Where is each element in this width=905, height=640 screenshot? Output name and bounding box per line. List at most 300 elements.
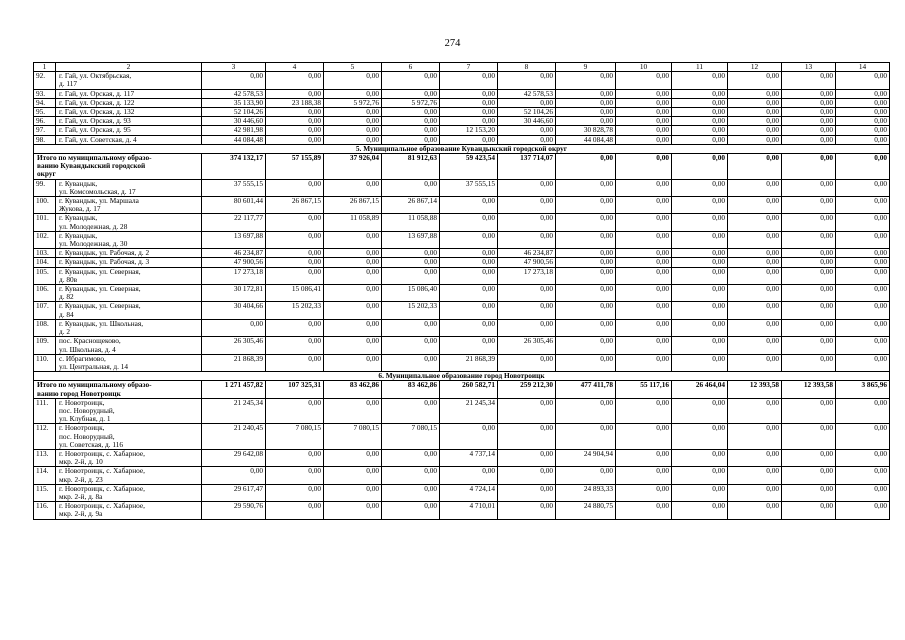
amount-cell: 80 601,44 — [202, 197, 266, 214]
column-header: 5 — [324, 63, 382, 72]
amount-cell: 0,00 — [266, 319, 324, 336]
amount-cell: 0,00 — [836, 72, 890, 89]
amount-cell: 0,00 — [836, 89, 890, 98]
amount-cell: 0,00 — [498, 467, 556, 484]
table-row — [34, 449, 890, 466]
amount-cell: 0,00 — [728, 197, 782, 214]
amount-cell: 0,00 — [782, 267, 836, 284]
amount-cell: 0,00 — [382, 354, 440, 371]
address-cell: г. Новотроицк, с. Хабарное, мкр. 2-й, д. 8а — [56, 484, 202, 501]
table-row — [34, 424, 890, 450]
row-number: 108. — [34, 319, 56, 336]
amount-cell: 12 393,58 — [782, 381, 836, 398]
address-cell: г. Кувандык, ул. Рабочая, д. 3 — [56, 258, 202, 267]
table-row — [34, 337, 890, 354]
amount-cell: 0,00 — [616, 89, 672, 98]
address-cell: г. Кувандык, ул. Рабочая, д. 2 — [56, 249, 202, 258]
amount-cell: 0,00 — [324, 126, 382, 135]
row-number: 99. — [34, 179, 56, 196]
amount-cell: 0,00 — [728, 214, 782, 231]
amount-cell: 0,00 — [616, 179, 672, 196]
amount-cell: 0,00 — [836, 98, 890, 107]
amount-cell: 0,00 — [782, 154, 836, 180]
table-row — [34, 484, 890, 501]
table-row — [34, 285, 890, 302]
amount-cell: 0,00 — [616, 108, 672, 117]
amount-cell: 0,00 — [324, 484, 382, 501]
amount-cell: 0,00 — [782, 424, 836, 450]
address-cell: с. Ибрагимово, ул. Центральная, д. 14 — [56, 354, 202, 371]
amount-cell: 0,00 — [556, 108, 616, 117]
amount-cell: 3 865,96 — [836, 381, 890, 398]
amount-cell: 42 981,98 — [202, 126, 266, 135]
amount-cell: 0,00 — [382, 117, 440, 126]
amount-cell: 0,00 — [782, 214, 836, 231]
amount-cell: 0,00 — [672, 126, 728, 135]
amount-cell: 52 104,26 — [498, 108, 556, 117]
amount-cell: 0,00 — [440, 197, 498, 214]
table-row — [34, 179, 890, 196]
amount-cell: 0,00 — [266, 502, 324, 519]
amount-cell: 29 590,76 — [202, 502, 266, 519]
amount-cell: 0,00 — [266, 258, 324, 267]
amount-cell: 0,00 — [616, 72, 672, 89]
amount-cell: 0,00 — [324, 258, 382, 267]
amount-cell: 0,00 — [266, 126, 324, 135]
amount-cell: 21 245,34 — [440, 398, 498, 424]
amount-cell: 0,00 — [440, 424, 498, 450]
amount-cell: 0,00 — [782, 258, 836, 267]
amount-cell: 0,00 — [556, 154, 616, 180]
amount-cell: 57 155,89 — [266, 154, 324, 180]
amount-cell: 0,00 — [836, 319, 890, 336]
amount-cell: 5 972,76 — [382, 98, 440, 107]
table-row — [34, 214, 890, 231]
row-number: 109. — [34, 337, 56, 354]
amount-cell: 477 411,78 — [556, 381, 616, 398]
amount-cell: 0,00 — [672, 197, 728, 214]
table-row — [34, 98, 890, 107]
amount-cell: 0,00 — [782, 126, 836, 135]
amount-cell: 26 305,46 — [498, 337, 556, 354]
amount-cell: 0,00 — [382, 484, 440, 501]
amount-cell: 0,00 — [556, 398, 616, 424]
address-cell: г. Кувандык, ул. Комсомольская, д. 17 — [56, 179, 202, 196]
amount-cell: 0,00 — [382, 72, 440, 89]
amount-cell: 0,00 — [728, 398, 782, 424]
amount-cell: 0,00 — [616, 214, 672, 231]
amount-cell: 0,00 — [616, 249, 672, 258]
amount-cell: 55 117,16 — [616, 381, 672, 398]
amount-cell: 0,00 — [266, 179, 324, 196]
amount-cell: 0,00 — [728, 231, 782, 248]
row-number: 115. — [34, 484, 56, 501]
amount-cell: 0,00 — [836, 179, 890, 196]
column-header: 2 — [56, 63, 202, 72]
amount-cell: 0,00 — [728, 285, 782, 302]
amount-cell: 0,00 — [836, 231, 890, 248]
amount-cell: 0,00 — [616, 319, 672, 336]
table-row — [34, 89, 890, 98]
amount-cell: 0,00 — [202, 467, 266, 484]
amount-cell: 0,00 — [728, 108, 782, 117]
amount-cell: 17 273,18 — [202, 267, 266, 284]
amount-cell: 24 904,94 — [556, 449, 616, 466]
amount-cell: 0,00 — [672, 231, 728, 248]
column-header: 3 — [202, 63, 266, 72]
address-cell: г. Кувандык, ул. Молодежная, д. 30 — [56, 231, 202, 248]
section-heading-row — [34, 144, 890, 153]
amount-cell: 12 153,20 — [440, 126, 498, 135]
amount-cell: 0,00 — [498, 398, 556, 424]
row-number: 103. — [34, 249, 56, 258]
amount-cell: 0,00 — [382, 449, 440, 466]
table-row — [34, 502, 890, 519]
amount-cell: 42 578,53 — [498, 89, 556, 98]
amount-cell: 0,00 — [728, 502, 782, 519]
total-label: Итого по муниципальному образо- ванию Кувандыкский городской округ — [34, 154, 202, 180]
address-cell: г. Кувандык, ул. Молодежная, д. 28 — [56, 214, 202, 231]
amount-cell: 0,00 — [836, 117, 890, 126]
amount-cell: 0,00 — [836, 249, 890, 258]
row-number: 102. — [34, 231, 56, 248]
amount-cell: 0,00 — [556, 197, 616, 214]
column-header: 12 — [728, 63, 782, 72]
amount-cell: 0,00 — [440, 337, 498, 354]
amount-cell: 0,00 — [782, 285, 836, 302]
amount-cell: 4 710,01 — [440, 502, 498, 519]
amount-cell: 0,00 — [498, 319, 556, 336]
amount-cell: 0,00 — [498, 424, 556, 450]
row-number: 113. — [34, 449, 56, 466]
address-cell: г. Гай, ул. Октябрьская, д. 117 — [56, 72, 202, 89]
amount-cell: 0,00 — [382, 135, 440, 144]
header-row — [34, 63, 890, 72]
address-cell: г. Гай, ул. Советская, д. 4 — [56, 135, 202, 144]
amount-cell: 0,00 — [728, 154, 782, 180]
amount-cell: 7 080,15 — [324, 424, 382, 450]
row-number: 105. — [34, 267, 56, 284]
amount-cell: 0,00 — [556, 302, 616, 319]
amount-cell: 0,00 — [266, 267, 324, 284]
amount-cell: 0,00 — [836, 197, 890, 214]
amount-cell: 0,00 — [782, 467, 836, 484]
amount-cell: 0,00 — [266, 89, 324, 98]
amount-cell: 0,00 — [440, 258, 498, 267]
amount-cell: 0,00 — [672, 249, 728, 258]
table-row — [34, 267, 890, 284]
amount-cell: 0,00 — [672, 98, 728, 107]
amount-cell: 0,00 — [266, 231, 324, 248]
amount-cell: 0,00 — [498, 214, 556, 231]
amount-cell: 37 555,15 — [440, 179, 498, 196]
amount-cell: 0,00 — [836, 154, 890, 180]
address-cell: г. Новотроицк, с. Хабарное, мкр. 2-й, д. 9а — [56, 502, 202, 519]
amount-cell: 59 423,54 — [440, 154, 498, 180]
amount-cell: 0,00 — [836, 398, 890, 424]
amount-cell: 0,00 — [836, 424, 890, 450]
column-header: 11 — [672, 63, 728, 72]
amount-cell: 0,00 — [324, 354, 382, 371]
row-number: 100. — [34, 197, 56, 214]
amount-cell: 0,00 — [672, 179, 728, 196]
total-row — [34, 154, 890, 180]
amount-cell: 0,00 — [382, 126, 440, 135]
amount-cell: 13 697,88 — [202, 231, 266, 248]
amount-cell: 81 912,63 — [382, 154, 440, 180]
amount-cell: 0,00 — [616, 398, 672, 424]
amount-cell: 0,00 — [616, 302, 672, 319]
amount-cell: 0,00 — [836, 302, 890, 319]
amount-cell: 30 172,81 — [202, 285, 266, 302]
amount-cell: 0,00 — [672, 424, 728, 450]
row-number: 116. — [34, 502, 56, 519]
amount-cell: 0,00 — [556, 337, 616, 354]
amount-cell: 0,00 — [382, 502, 440, 519]
address-cell: г. Гай, ул. Орская, д. 132 — [56, 108, 202, 117]
amount-cell: 24 893,33 — [556, 484, 616, 501]
row-number: 95. — [34, 108, 56, 117]
amount-cell: 0,00 — [382, 319, 440, 336]
amount-cell: 0,00 — [440, 467, 498, 484]
amount-cell: 0,00 — [440, 231, 498, 248]
amount-cell: 21 240,45 — [202, 424, 266, 450]
amount-cell: 0,00 — [556, 98, 616, 107]
amount-cell: 0,00 — [382, 249, 440, 258]
amount-cell: 0,00 — [728, 319, 782, 336]
amount-cell: 1 271 457,82 — [202, 381, 266, 398]
amount-cell: 46 234,87 — [202, 249, 266, 258]
amount-cell: 29 617,47 — [202, 484, 266, 501]
amount-cell: 0,00 — [556, 319, 616, 336]
address-cell: г. Гай, ул. Орская, д. 93 — [56, 117, 202, 126]
column-header: 10 — [616, 63, 672, 72]
amount-cell: 0,00 — [728, 89, 782, 98]
amount-cell: 21 868,39 — [202, 354, 266, 371]
amount-cell: 0,00 — [616, 126, 672, 135]
amount-cell: 0,00 — [498, 179, 556, 196]
amount-cell: 7 080,15 — [266, 424, 324, 450]
amount-cell: 0,00 — [728, 258, 782, 267]
amount-cell: 0,00 — [782, 231, 836, 248]
row-number: 104. — [34, 258, 56, 267]
amount-cell: 44 084,48 — [556, 135, 616, 144]
table-row — [34, 467, 890, 484]
amount-cell: 24 880,75 — [556, 502, 616, 519]
table-row — [34, 117, 890, 126]
amount-cell: 0,00 — [616, 449, 672, 466]
amount-cell: 0,00 — [266, 354, 324, 371]
amount-cell: 0,00 — [324, 467, 382, 484]
amount-cell: 0,00 — [498, 98, 556, 107]
amount-cell: 0,00 — [616, 231, 672, 248]
row-number: 93. — [34, 89, 56, 98]
amount-cell: 0,00 — [498, 285, 556, 302]
address-cell: г. Гай, ул. Орская, д. 95 — [56, 126, 202, 135]
amount-cell: 47 900,56 — [202, 258, 266, 267]
amount-cell: 0,00 — [728, 484, 782, 501]
amount-cell: 0,00 — [556, 467, 616, 484]
amount-cell: 26 305,46 — [202, 337, 266, 354]
amount-cell: 21 245,34 — [202, 398, 266, 424]
amount-cell: 29 642,08 — [202, 449, 266, 466]
amount-cell: 0,00 — [836, 135, 890, 144]
address-cell: г. Новотроицк, пос. Новорудный, ул. Советская, д. 116 — [56, 424, 202, 450]
amount-cell: 0,00 — [672, 135, 728, 144]
amount-cell: 83 462,86 — [324, 381, 382, 398]
amount-cell: 0,00 — [324, 117, 382, 126]
address-cell: г. Новотроицк, пос. Новорудный, ул. Клубная, д. 1 — [56, 398, 202, 424]
row-number: 106. — [34, 285, 56, 302]
amount-cell: 0,00 — [782, 398, 836, 424]
amount-cell: 0,00 — [498, 302, 556, 319]
amount-cell: 0,00 — [672, 267, 728, 284]
amount-cell: 0,00 — [672, 117, 728, 126]
amount-cell: 0,00 — [616, 135, 672, 144]
amount-cell: 0,00 — [440, 108, 498, 117]
section-title: 5. Муниципальное образование Кувандыкский городской округ — [34, 144, 890, 153]
amount-cell: 0,00 — [672, 214, 728, 231]
amount-cell: 0,00 — [202, 319, 266, 336]
table-row — [34, 231, 890, 248]
amount-cell: 0,00 — [324, 502, 382, 519]
amount-cell: 0,00 — [324, 179, 382, 196]
table-row — [34, 354, 890, 371]
amount-cell: 0,00 — [498, 502, 556, 519]
amount-cell: 0,00 — [782, 135, 836, 144]
amount-cell: 15 086,40 — [382, 285, 440, 302]
amount-cell: 0,00 — [556, 214, 616, 231]
amount-cell: 0,00 — [728, 126, 782, 135]
table-row — [34, 108, 890, 117]
amount-cell: 0,00 — [782, 72, 836, 89]
column-header: 6 — [382, 63, 440, 72]
amount-cell: 0,00 — [440, 117, 498, 126]
table-row — [34, 126, 890, 135]
amount-cell: 0,00 — [556, 267, 616, 284]
amount-cell: 0,00 — [782, 449, 836, 466]
column-header: 7 — [440, 63, 498, 72]
amount-cell: 0,00 — [836, 108, 890, 117]
amount-cell: 26 464,04 — [672, 381, 728, 398]
amount-cell: 46 234,87 — [498, 249, 556, 258]
amount-cell: 0,00 — [266, 117, 324, 126]
amount-cell: 12 393,58 — [728, 381, 782, 398]
amount-cell: 0,00 — [556, 231, 616, 248]
amount-cell: 0,00 — [728, 267, 782, 284]
amount-cell: 0,00 — [836, 267, 890, 284]
amount-cell: 83 462,86 — [382, 381, 440, 398]
amount-cell: 0,00 — [440, 72, 498, 89]
page-number: 274 — [444, 38, 461, 49]
table-row — [34, 398, 890, 424]
amount-cell: 0,00 — [266, 449, 324, 466]
amount-cell: 0,00 — [672, 108, 728, 117]
amount-cell: 0,00 — [324, 231, 382, 248]
total-row — [34, 381, 890, 398]
amount-cell: 0,00 — [672, 398, 728, 424]
amount-cell: 0,00 — [616, 484, 672, 501]
total-label: Итого по муниципальному образо- ванию город Новотроицк — [34, 381, 202, 398]
row-number: 110. — [34, 354, 56, 371]
amount-cell: 30 446,60 — [202, 117, 266, 126]
amount-cell: 0,00 — [382, 258, 440, 267]
table-row — [34, 135, 890, 144]
amount-cell: 26 867,15 — [324, 197, 382, 214]
address-cell: г. Кувандык, ул. Северная, д. 80в — [56, 267, 202, 284]
amount-cell: 37 555,15 — [202, 179, 266, 196]
amount-cell: 0,00 — [616, 197, 672, 214]
amount-cell: 0,00 — [672, 484, 728, 501]
amount-cell: 37 926,04 — [324, 154, 382, 180]
amount-cell: 0,00 — [782, 197, 836, 214]
column-header: 4 — [266, 63, 324, 72]
amount-cell: 0,00 — [324, 302, 382, 319]
row-number: 97. — [34, 126, 56, 135]
amount-cell: 44 084,48 — [202, 135, 266, 144]
amount-cell: 0,00 — [498, 354, 556, 371]
amount-cell: 17 273,18 — [498, 267, 556, 284]
amount-cell: 0,00 — [498, 126, 556, 135]
amount-cell: 0,00 — [728, 467, 782, 484]
amount-cell: 0,00 — [836, 126, 890, 135]
amount-cell: 0,00 — [382, 267, 440, 284]
amount-cell: 0,00 — [836, 502, 890, 519]
amount-cell: 0,00 — [728, 424, 782, 450]
table-row — [34, 249, 890, 258]
amount-cell: 0,00 — [728, 117, 782, 126]
amount-cell: 0,00 — [266, 398, 324, 424]
amount-cell: 0,00 — [728, 249, 782, 258]
address-cell: пос. Краснощеково, ул. Школьная, д. 4 — [56, 337, 202, 354]
amount-cell: 30 446,60 — [498, 117, 556, 126]
amount-cell: 0,00 — [836, 467, 890, 484]
address-cell: г. Кувандык, ул. Школьная, д. 2 — [56, 319, 202, 336]
amount-cell: 0,00 — [324, 249, 382, 258]
amount-cell: 0,00 — [382, 337, 440, 354]
amount-cell: 0,00 — [836, 258, 890, 267]
address-cell: г. Кувандык, ул. Северная, д. 82 — [56, 285, 202, 302]
amount-cell: 0,00 — [728, 72, 782, 89]
amount-cell: 5 972,76 — [324, 98, 382, 107]
row-number: 92. — [34, 72, 56, 89]
amount-cell: 0,00 — [202, 72, 266, 89]
amount-cell: 0,00 — [440, 135, 498, 144]
table-row — [34, 258, 890, 267]
amount-cell: 0,00 — [836, 214, 890, 231]
amount-cell: 0,00 — [556, 424, 616, 450]
amount-cell: 0,00 — [616, 502, 672, 519]
amount-cell: 0,00 — [324, 337, 382, 354]
amount-cell: 0,00 — [728, 98, 782, 107]
amount-cell: 0,00 — [836, 285, 890, 302]
row-number: 98. — [34, 135, 56, 144]
amount-cell: 0,00 — [266, 337, 324, 354]
amount-cell: 0,00 — [616, 98, 672, 107]
amount-cell: 15 202,33 — [382, 302, 440, 319]
amount-cell: 0,00 — [382, 89, 440, 98]
amount-cell: 30 828,78 — [556, 126, 616, 135]
amount-cell: 30 404,66 — [202, 302, 266, 319]
amount-cell: 0,00 — [782, 89, 836, 98]
amount-cell: 0,00 — [672, 89, 728, 98]
amount-cell: 0,00 — [782, 302, 836, 319]
amount-cell: 0,00 — [616, 285, 672, 302]
column-header: 1 — [34, 63, 56, 72]
column-header: 13 — [782, 63, 836, 72]
amount-cell: 4 724,14 — [440, 484, 498, 501]
amount-cell: 47 900,56 — [498, 258, 556, 267]
